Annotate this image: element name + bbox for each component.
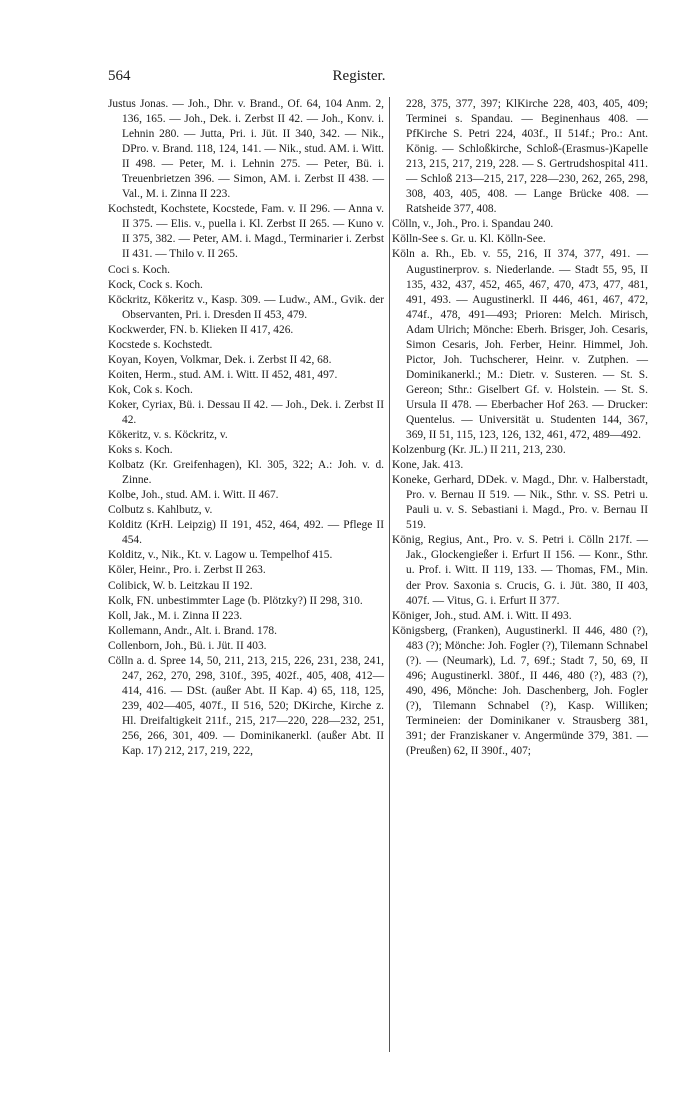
index-entry: Königsberg, (Franken), Augustinerkl. II 446, 480 (?), 483 (?); Mönche: Joh. Fogler (?), Tilemann Schnabel (?). — (Neumark), Ld. 7, 69f.; Stadt 7, 50, 69, II 496; Augustinerkl. 380f., II 446, 480 (?), 483 (?), 490, 496, Mönche: Joh. Daschenberg, Joh. Fogler (?), Tilemann Schnabel (?), Kasp. Williken; Termineien: der Dominikaner v. Strausberg 381, 391; der Franziskaner v. Angermünde 379, 381. — (Preußen) 62, II 390f., 407; [392, 624, 649, 758]
index-entry: Cölln a. d. Spree 14, 50, 211, 213, 215, 226, 231, 238, 241, 247, 262, 270, 298, 310f., 395, 402f., 405, 408, 412—414, 416. — DSt. (außer Abt. II Kap. 4) 65, 118, 125, 239, 402—405, 407f., II 516, 520; DKirche, Kirche z. Hl. Dreifaltigkeit 211f., 215, 217—220, 228—232, 251, 256, 266, 301, 409. — Dominikanerkl. (außer Abt. II Kap. 17) 212, 217, 219, 222, [108, 654, 384, 758]
index-entry: Kökeritz, v. s. Köckritz, v. [108, 429, 228, 442]
index-entry: Koker, Cyriax, Bü. i. Dessau II 42. — Joh., Dek. i. Zerbst II 42. [108, 398, 384, 426]
page-number: 564 [108, 68, 131, 84]
index-entry: Kocstede s. Kochstedt. [108, 338, 213, 351]
column-divider [389, 97, 390, 1052]
index-entry: Kolbe, Joh., stud. AM. i. Witt. II 467. [108, 489, 279, 502]
index-entry: Koiten, Herm., stud. AM. i. Witt. II 452, 481, 497. [108, 368, 338, 381]
index-entry: Koneke, Gerhard, DDek. v. Magd., Dhr. v. Halberstadt, Pro. v. Bernau II 519. — Nik., Sthr. v. SS. Petri u. Pauli u. v. S. Sebastiani i. Magd., Pro. v. Bernau II 519. [392, 474, 648, 532]
page-header [108, 68, 610, 88]
index-entry: Coci s. Koch. [108, 263, 171, 276]
running-title: Register. [332, 68, 386, 84]
index-entry: Colbutz s. Kahlbutz, v. [108, 504, 213, 517]
index-entry: Kolk, FN. unbestimmter Lage (b. Plötzky?) II 298, 310. [108, 594, 363, 607]
left-column [108, 97, 384, 759]
index-entry: Köckritz, Kökeritz v., Kasp. 309. — Ludw., AM., Gvik. der Observanten, Pri. i. Dresden II 453, 479. [108, 293, 384, 321]
index-entry: Collenborn, Joh., Bü. i. Jüt. II 403. [108, 639, 267, 652]
index-entry: Kolzenburg (Kr. JL.) II 211, 213, 230. [392, 444, 566, 457]
index-entry: Cölln, v., Joh., Pro. i. Spandau 240. [392, 218, 554, 231]
index-entry: Kock, Cock s. Koch. [108, 278, 203, 291]
index-entry: Koyan, Koyen, Volkmar, Dek. i. Zerbst II 42, 68. [108, 353, 332, 366]
index-entry: Kolditz, v., Nik., Kt. v. Lagow u. Tempelhof 415. [108, 549, 333, 562]
index-entry: Koks s. Koch. [108, 444, 173, 457]
index-entry: Königer, Joh., stud. AM. i. Witt. II 493. [392, 609, 572, 622]
right-column [392, 97, 648, 759]
index-entry: Colibick, W. b. Leitzkau II 192. [108, 579, 253, 592]
index-entry: König, Regius, Ant., Pro. v. S. Petri i. Cölln 217f. — Jak., Glockengießer i. Erfurt II 156. — Konr., Sthr. u. Prof. i. Witt. II 119, 133. — Thomas, FM., Min. der Prov. Saxonia s. Crucis, G. i. Jüt. 380, II 403, 407f. — Vitus, G. i. Erfurt II 377. [392, 534, 648, 607]
index-entry: Köler, Heinr., Pro. i. Zerbst II 263. [108, 564, 266, 577]
index-entry-continued: 228, 375, 377, 397; KlKirche 228, 403, 405, 409; Terminei s. Spandau. — Beginenhaus 408. — PfKirche S. Petri 224, 403f., II 514f.; Pro.: Ant. König. — Schloßkirche, Schloß-(Erasmus-)Kapelle 213, 215, 217, 219, 228. — S. Gertrudshospital 411. — Schloß 213—215, 217, 228—230, 262, 265, 298, 308, 403, 405, 408. — Lange Brücke 408. — Ratsheide 377, 408. [406, 98, 648, 216]
index-entry: Kochstedt, Kochstete, Kocstede, Fam. v. II 296. — Anna v. II 375. — Elis. v., puella i. Kl. Zerbst II 265. — Kuno v. II 375, 382. — Peter, AM. i. Magd., Terminarier i. Zerbst II 431. — Thilo v. II 265. [108, 203, 384, 261]
index-entry: Kok, Cok s. Koch. [108, 383, 193, 396]
index-entry: Kölln-See s. Gr. u. Kl. Kölln-See. [392, 233, 546, 246]
index-entry: Koll, Jak., M. i. Zinna II 223. [108, 609, 243, 622]
index-entry: Köln a. Rh., Eb. v. 55, 216, II 374, 377, 491. — Augustinerprov. s. Niederlande. — Stadt 55, 95, II 135, 432, 437, 452, 465, 467, 470, 473, 477, 481, 491, 493. — Augustinerkl. II 446, 461, 467, 472, 474f., 478, 491—493; Prioren: Melch. Mirisch, Adam Ulrich; Mönche: Eberh. Brisger, Joh. Cesaris, Simon Cesaris, Joh. Ferber, Heinr. Himmel, Joh. Pictor, Joh. Tuchscherer, Heinr. v. Zutphen. — Dominikanerkl.; M.: Dietr. v. Susteren. — St. S. Gereon; Sthr.: Giselbert Gf. v. Holstein. — St. S. Ursula II 478. — Eberbacher Hof 263. — Drucker: Quentelus. — Universität u. Studenten 144, 367, 369, II 51, 115, 123, 126, 132, 461, 472, 489—492. [392, 248, 648, 442]
index-entry: Kolbatz (Kr. Greifenhagen), Kl. 305, 322; A.: Joh. v. d. Zinne. [108, 459, 384, 487]
index-entry: Kolditz (KrH. Leipzig) II 191, 452, 464, 492. — Pflege II 454. [108, 519, 384, 547]
index-entry: Justus Jonas. — Joh., Dhr. v. Brand., Of. 64, 104 Anm. 2, 136, 165. — Joh., Dek. i. Zerbst II 42. — Joh., Konv. i. Lehnin 280. — Jutta, Pri. i. Jüt. II 340, 342. — Nik., DPro. v. Brand. 118, 124, 141. — Nik., stud. AM. i. Witt. II 498. — Peter, M. i. Lehnin 275. — Peter, Bü. i. Treuenbrietzen 396. — Simon, AM. i. Zerbst II 438. — Val., M. i. Zinna II 223. [108, 98, 384, 201]
index-entry: Kollemann, Andr., Alt. i. Brand. 178. [108, 624, 277, 637]
index-entry: Kone, Jak. 413. [392, 459, 464, 472]
index-entry: Kockwerder, FN. b. Klieken II 417, 426. [108, 323, 294, 336]
